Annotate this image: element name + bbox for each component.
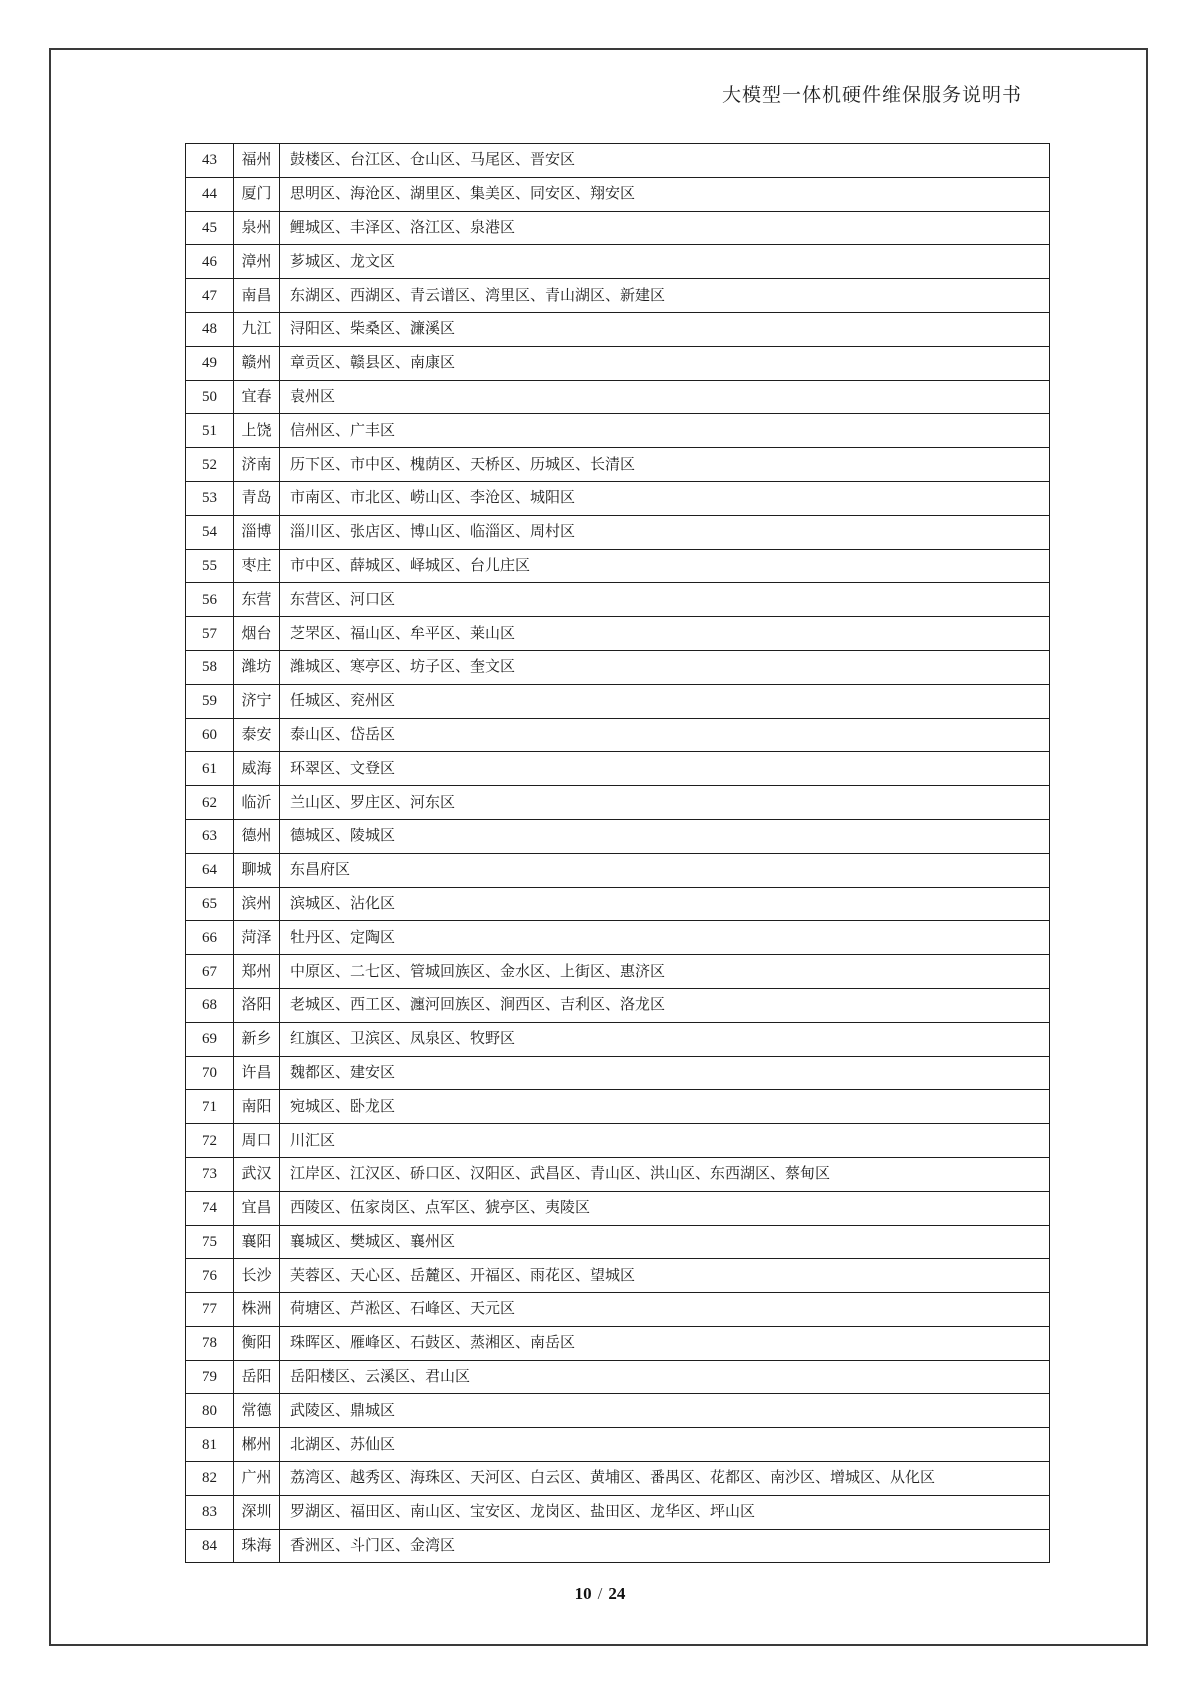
district-list: 北湖区、苏仙区	[280, 1428, 1050, 1462]
row-number: 47	[186, 279, 234, 313]
city-name: 滨州	[234, 887, 280, 921]
city-name: 聊城	[234, 853, 280, 887]
district-list: 东湖区、西湖区、青云谱区、湾里区、青山湖区、新建区	[280, 279, 1050, 313]
row-number: 76	[186, 1259, 234, 1293]
city-name: 郑州	[234, 955, 280, 989]
table-row	[186, 887, 1050, 921]
row-number: 73	[186, 1157, 234, 1191]
table-row	[186, 1022, 1050, 1056]
row-number: 55	[186, 549, 234, 583]
city-name: 威海	[234, 752, 280, 786]
city-name: 周口	[234, 1124, 280, 1158]
row-number: 84	[186, 1529, 234, 1563]
table-row	[186, 583, 1050, 617]
city-name: 岳阳	[234, 1360, 280, 1394]
city-name: 新乡	[234, 1022, 280, 1056]
district-list: 历下区、市中区、槐荫区、天桥区、历城区、长清区	[280, 448, 1050, 482]
table-row	[186, 211, 1050, 245]
table-row	[186, 1326, 1050, 1360]
city-table-body	[186, 144, 1050, 1563]
table-row	[186, 819, 1050, 853]
row-number: 71	[186, 1090, 234, 1124]
table-row	[186, 1157, 1050, 1191]
district-list: 芙蓉区、天心区、岳麓区、开福区、雨花区、望城区	[280, 1259, 1050, 1293]
row-number: 46	[186, 245, 234, 279]
district-list: 兰山区、罗庄区、河东区	[280, 786, 1050, 820]
district-list: 芗城区、龙文区	[280, 245, 1050, 279]
district-list: 牡丹区、定陶区	[280, 921, 1050, 955]
table-row	[186, 1124, 1050, 1158]
city-name: 德州	[234, 819, 280, 853]
district-list: 魏都区、建安区	[280, 1056, 1050, 1090]
row-number: 56	[186, 583, 234, 617]
page-footer	[0, 1584, 1200, 1604]
city-name: 深圳	[234, 1495, 280, 1529]
table-row	[186, 1259, 1050, 1293]
city-name: 东营	[234, 583, 280, 617]
row-number: 61	[186, 752, 234, 786]
table-row	[186, 1360, 1050, 1394]
page-number-total: 24	[608, 1584, 626, 1603]
city-name: 珠海	[234, 1529, 280, 1563]
row-number: 44	[186, 177, 234, 211]
district-list: 袁州区	[280, 380, 1050, 414]
table-row	[186, 1293, 1050, 1327]
city-name: 济宁	[234, 684, 280, 718]
city-name: 泰安	[234, 718, 280, 752]
district-list: 市中区、薛城区、峄城区、台儿庄区	[280, 549, 1050, 583]
city-name: 漳州	[234, 245, 280, 279]
district-list: 中原区、二七区、管城回族区、金水区、上街区、惠济区	[280, 955, 1050, 989]
district-list: 潍城区、寒亭区、坊子区、奎文区	[280, 650, 1050, 684]
page-number-current: 10	[574, 1584, 592, 1603]
district-list: 鲤城区、丰泽区、洛江区、泉港区	[280, 211, 1050, 245]
city-name: 枣庄	[234, 549, 280, 583]
district-list: 芝罘区、福山区、牟平区、莱山区	[280, 617, 1050, 651]
row-number: 62	[186, 786, 234, 820]
city-name: 临沂	[234, 786, 280, 820]
district-list: 武陵区、鼎城区	[280, 1394, 1050, 1428]
district-list: 浔阳区、柴桑区、濂溪区	[280, 312, 1050, 346]
table-row	[186, 684, 1050, 718]
row-number: 50	[186, 380, 234, 414]
district-list: 红旗区、卫滨区、凤泉区、牧野区	[280, 1022, 1050, 1056]
table-row	[186, 650, 1050, 684]
table-row	[186, 380, 1050, 414]
table-row	[186, 414, 1050, 448]
city-name: 淄博	[234, 515, 280, 549]
row-number: 54	[186, 515, 234, 549]
table-row	[186, 177, 1050, 211]
district-list: 襄城区、樊城区、襄州区	[280, 1225, 1050, 1259]
city-name: 泉州	[234, 211, 280, 245]
row-number: 48	[186, 312, 234, 346]
table-row	[186, 312, 1050, 346]
table-row	[186, 718, 1050, 752]
city-name: 许昌	[234, 1056, 280, 1090]
city-name: 武汉	[234, 1157, 280, 1191]
table-row	[186, 1428, 1050, 1462]
row-number: 59	[186, 684, 234, 718]
city-name: 菏泽	[234, 921, 280, 955]
row-number: 83	[186, 1495, 234, 1529]
row-number: 45	[186, 211, 234, 245]
row-number: 79	[186, 1360, 234, 1394]
city-name: 福州	[234, 144, 280, 178]
city-name: 常德	[234, 1394, 280, 1428]
table-row	[186, 279, 1050, 313]
table-row	[186, 617, 1050, 651]
district-list: 老城区、西工区、瀍河回族区、涧西区、吉利区、洛龙区	[280, 988, 1050, 1022]
row-number: 58	[186, 650, 234, 684]
district-list: 荔湾区、越秀区、海珠区、天河区、白云区、黄埔区、番禺区、花都区、南沙区、增城区、从化区	[280, 1462, 1050, 1496]
city-name: 南阳	[234, 1090, 280, 1124]
row-number: 57	[186, 617, 234, 651]
row-number: 72	[186, 1124, 234, 1158]
district-list: 淄川区、张店区、博山区、临淄区、周村区	[280, 515, 1050, 549]
district-list: 滨城区、沾化区	[280, 887, 1050, 921]
table-row	[186, 1090, 1050, 1124]
city-name: 潍坊	[234, 650, 280, 684]
table-row	[186, 786, 1050, 820]
row-number: 49	[186, 346, 234, 380]
row-number: 65	[186, 887, 234, 921]
row-number: 53	[186, 481, 234, 515]
district-list: 香洲区、斗门区、金湾区	[280, 1529, 1050, 1563]
district-list: 东昌府区	[280, 853, 1050, 887]
city-name: 济南	[234, 448, 280, 482]
city-name: 宜昌	[234, 1191, 280, 1225]
table-row	[186, 921, 1050, 955]
city-name: 赣州	[234, 346, 280, 380]
table-row	[186, 1529, 1050, 1563]
city-name: 衡阳	[234, 1326, 280, 1360]
district-list: 德城区、陵城区	[280, 819, 1050, 853]
city-name: 宜春	[234, 380, 280, 414]
row-number: 80	[186, 1394, 234, 1428]
table-row	[186, 549, 1050, 583]
row-number: 74	[186, 1191, 234, 1225]
city-name: 九江	[234, 312, 280, 346]
table-row	[186, 1056, 1050, 1090]
district-list: 岳阳楼区、云溪区、君山区	[280, 1360, 1050, 1394]
row-number: 75	[186, 1225, 234, 1259]
district-list: 东营区、河口区	[280, 583, 1050, 617]
table-row	[186, 448, 1050, 482]
row-number: 69	[186, 1022, 234, 1056]
row-number: 66	[186, 921, 234, 955]
district-list: 任城区、兖州区	[280, 684, 1050, 718]
district-list: 市南区、市北区、崂山区、李沧区、城阳区	[280, 481, 1050, 515]
document-header-title: 大模型一体机硬件维保服务说明书	[721, 85, 1022, 106]
table-row	[186, 245, 1050, 279]
district-list: 信州区、广丰区	[280, 414, 1050, 448]
district-list: 珠晖区、雁峰区、石鼓区、蒸湘区、南岳区	[280, 1326, 1050, 1360]
city-name: 广州	[234, 1462, 280, 1496]
district-list: 西陵区、伍家岗区、点军区、猇亭区、夷陵区	[280, 1191, 1050, 1225]
city-name: 青岛	[234, 481, 280, 515]
table-row	[186, 853, 1050, 887]
district-list: 思明区、海沧区、湖里区、集美区、同安区、翔安区	[280, 177, 1050, 211]
row-number: 43	[186, 144, 234, 178]
row-number: 60	[186, 718, 234, 752]
table-row	[186, 481, 1050, 515]
table-row	[186, 346, 1050, 380]
table-row	[186, 1462, 1050, 1496]
district-list: 章贡区、赣县区、南康区	[280, 346, 1050, 380]
city-name: 南昌	[234, 279, 280, 313]
city-name: 上饶	[234, 414, 280, 448]
district-list: 泰山区、岱岳区	[280, 718, 1050, 752]
row-number: 68	[186, 988, 234, 1022]
district-list: 江岸区、江汉区、硚口区、汉阳区、武昌区、青山区、洪山区、东西湖区、蔡甸区	[280, 1157, 1050, 1191]
page-number-separator: /	[597, 1584, 603, 1603]
row-number: 64	[186, 853, 234, 887]
district-list: 环翠区、文登区	[280, 752, 1050, 786]
city-name: 郴州	[234, 1428, 280, 1462]
table-row	[186, 1495, 1050, 1529]
district-list: 宛城区、卧龙区	[280, 1090, 1050, 1124]
table-row	[186, 144, 1050, 178]
row-number: 52	[186, 448, 234, 482]
city-name: 株洲	[234, 1293, 280, 1327]
row-number: 67	[186, 955, 234, 989]
city-name: 长沙	[234, 1259, 280, 1293]
row-number: 78	[186, 1326, 234, 1360]
district-list: 川汇区	[280, 1124, 1050, 1158]
city-district-table	[185, 143, 1050, 1563]
row-number: 77	[186, 1293, 234, 1327]
district-list: 荷塘区、芦淞区、石峰区、天元区	[280, 1293, 1050, 1327]
city-name: 厦门	[234, 177, 280, 211]
row-number: 81	[186, 1428, 234, 1462]
row-number: 70	[186, 1056, 234, 1090]
table-row	[186, 1225, 1050, 1259]
district-list: 罗湖区、福田区、南山区、宝安区、龙岗区、盐田区、龙华区、坪山区	[280, 1495, 1050, 1529]
table-row	[186, 752, 1050, 786]
city-name: 洛阳	[234, 988, 280, 1022]
table-row	[186, 988, 1050, 1022]
district-list: 鼓楼区、台江区、仓山区、马尾区、晋安区	[280, 144, 1050, 178]
table-row	[186, 1191, 1050, 1225]
table-row	[186, 1394, 1050, 1428]
city-name: 烟台	[234, 617, 280, 651]
table-row	[186, 955, 1050, 989]
row-number: 63	[186, 819, 234, 853]
row-number: 82	[186, 1462, 234, 1496]
city-name: 襄阳	[234, 1225, 280, 1259]
row-number: 51	[186, 414, 234, 448]
table-row	[186, 515, 1050, 549]
